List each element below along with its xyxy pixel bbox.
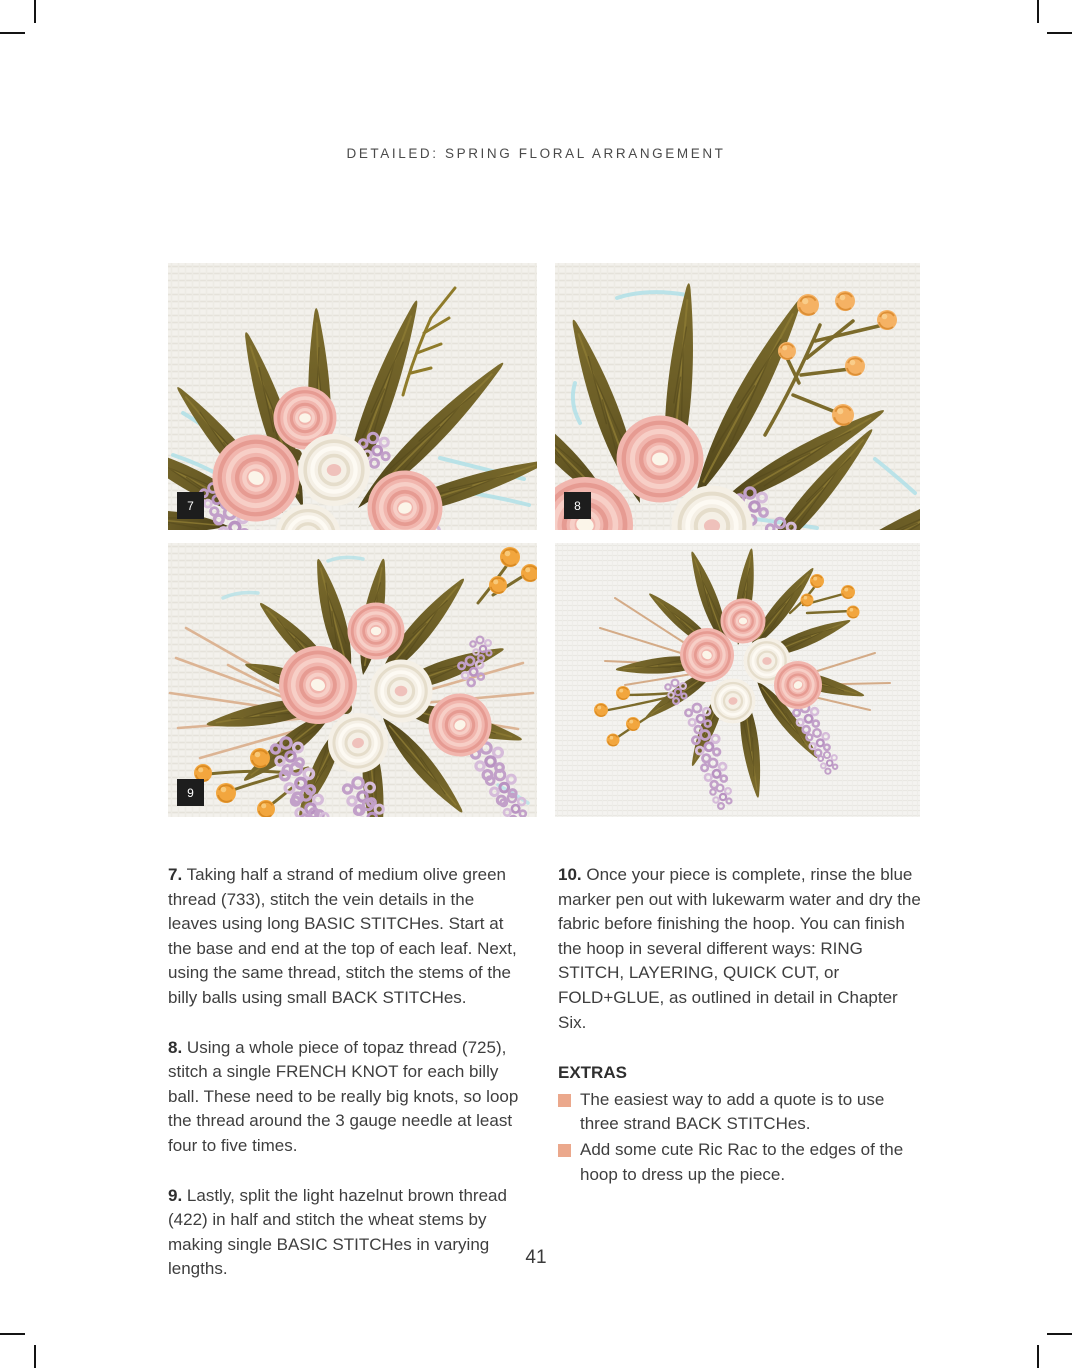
text-column-left — [168, 863, 526, 1307]
extras-item-text: The easiest way to add a quote is to use three strand BACK STITCHes. — [580, 1089, 885, 1134]
crop-mark — [1047, 1333, 1072, 1335]
crop-mark — [34, 1345, 36, 1368]
photo-number-badge: 9 — [177, 779, 204, 806]
step-number: 9. — [168, 1185, 183, 1205]
step-number: 7. — [168, 865, 183, 884]
photo-finished-piece — [555, 543, 920, 817]
photo-number-badge: 7 — [177, 492, 204, 519]
extras-heading: EXTRAS — [558, 1063, 627, 1083]
square-bullet-icon — [558, 1094, 571, 1107]
step-8-paragraph — [168, 1036, 526, 1159]
photo-step-7 — [168, 263, 537, 530]
text-column-right — [558, 863, 924, 1188]
embroidery-illustration-finished — [555, 543, 920, 817]
photo-step-8 — [555, 263, 920, 530]
extras-item — [558, 1138, 924, 1187]
step-10-paragraph — [558, 863, 924, 1035]
photo-number-badge: 8 — [564, 492, 591, 519]
crop-mark — [1037, 0, 1039, 23]
photo-step-9 — [168, 543, 537, 817]
page-number: 41 — [525, 1247, 547, 1268]
square-bullet-icon — [558, 1144, 571, 1157]
embroidery-illustration-9 — [168, 543, 537, 817]
step-text: Once your piece is complete, rinse the blue marker pen out with lukewarm water and dry the fabric before finishing the hoop. You can finish the hoop in several different ways: RING STITCH, LAYERING, QUICK CUT, or FOLD+GLUE, as outlined in detail in Chapter Six. — [558, 865, 921, 1032]
crop-mark — [0, 1333, 25, 1335]
running-head: DETAILED: SPRING FLORAL ARRANGEMENT — [346, 146, 726, 161]
step-text: Using a whole piece of topaz thread (725), stitch a single FRENCH KNOT for each billy ball. These need to be really big knots, so loop the thread around the 3 gauge needle at least four to five times. — [168, 1037, 519, 1155]
crop-mark — [0, 32, 25, 34]
crop-mark — [34, 0, 36, 23]
embroidery-illustration-7 — [168, 263, 537, 530]
extras-item — [558, 1088, 924, 1137]
extras-item-text: Add some cute Ric Rac to the edges of the hoop to dress up the piece. — [580, 1139, 904, 1184]
crop-mark — [1037, 1345, 1039, 1368]
embroidery-illustration-8 — [555, 263, 920, 530]
step-number: 8. — [168, 1037, 183, 1057]
step-number: 10. — [558, 865, 582, 884]
crop-mark — [1047, 32, 1072, 34]
step-text: Taking half a strand of medium olive green thread (733), stitch the vein details in the leaves using long BASIC STITCHes. Start at the base and end at the top of each leaf. Next, using the same thread, stitch the stems of the billy balls using small BACK STITCHes. — [168, 865, 517, 1007]
step-7-paragraph — [168, 863, 526, 1011]
step-text: Lastly, split the light hazelnut brown thread (422) in half and stitch the wheat stems by making single BASIC STITCHes in varying lengths. — [168, 1185, 507, 1279]
